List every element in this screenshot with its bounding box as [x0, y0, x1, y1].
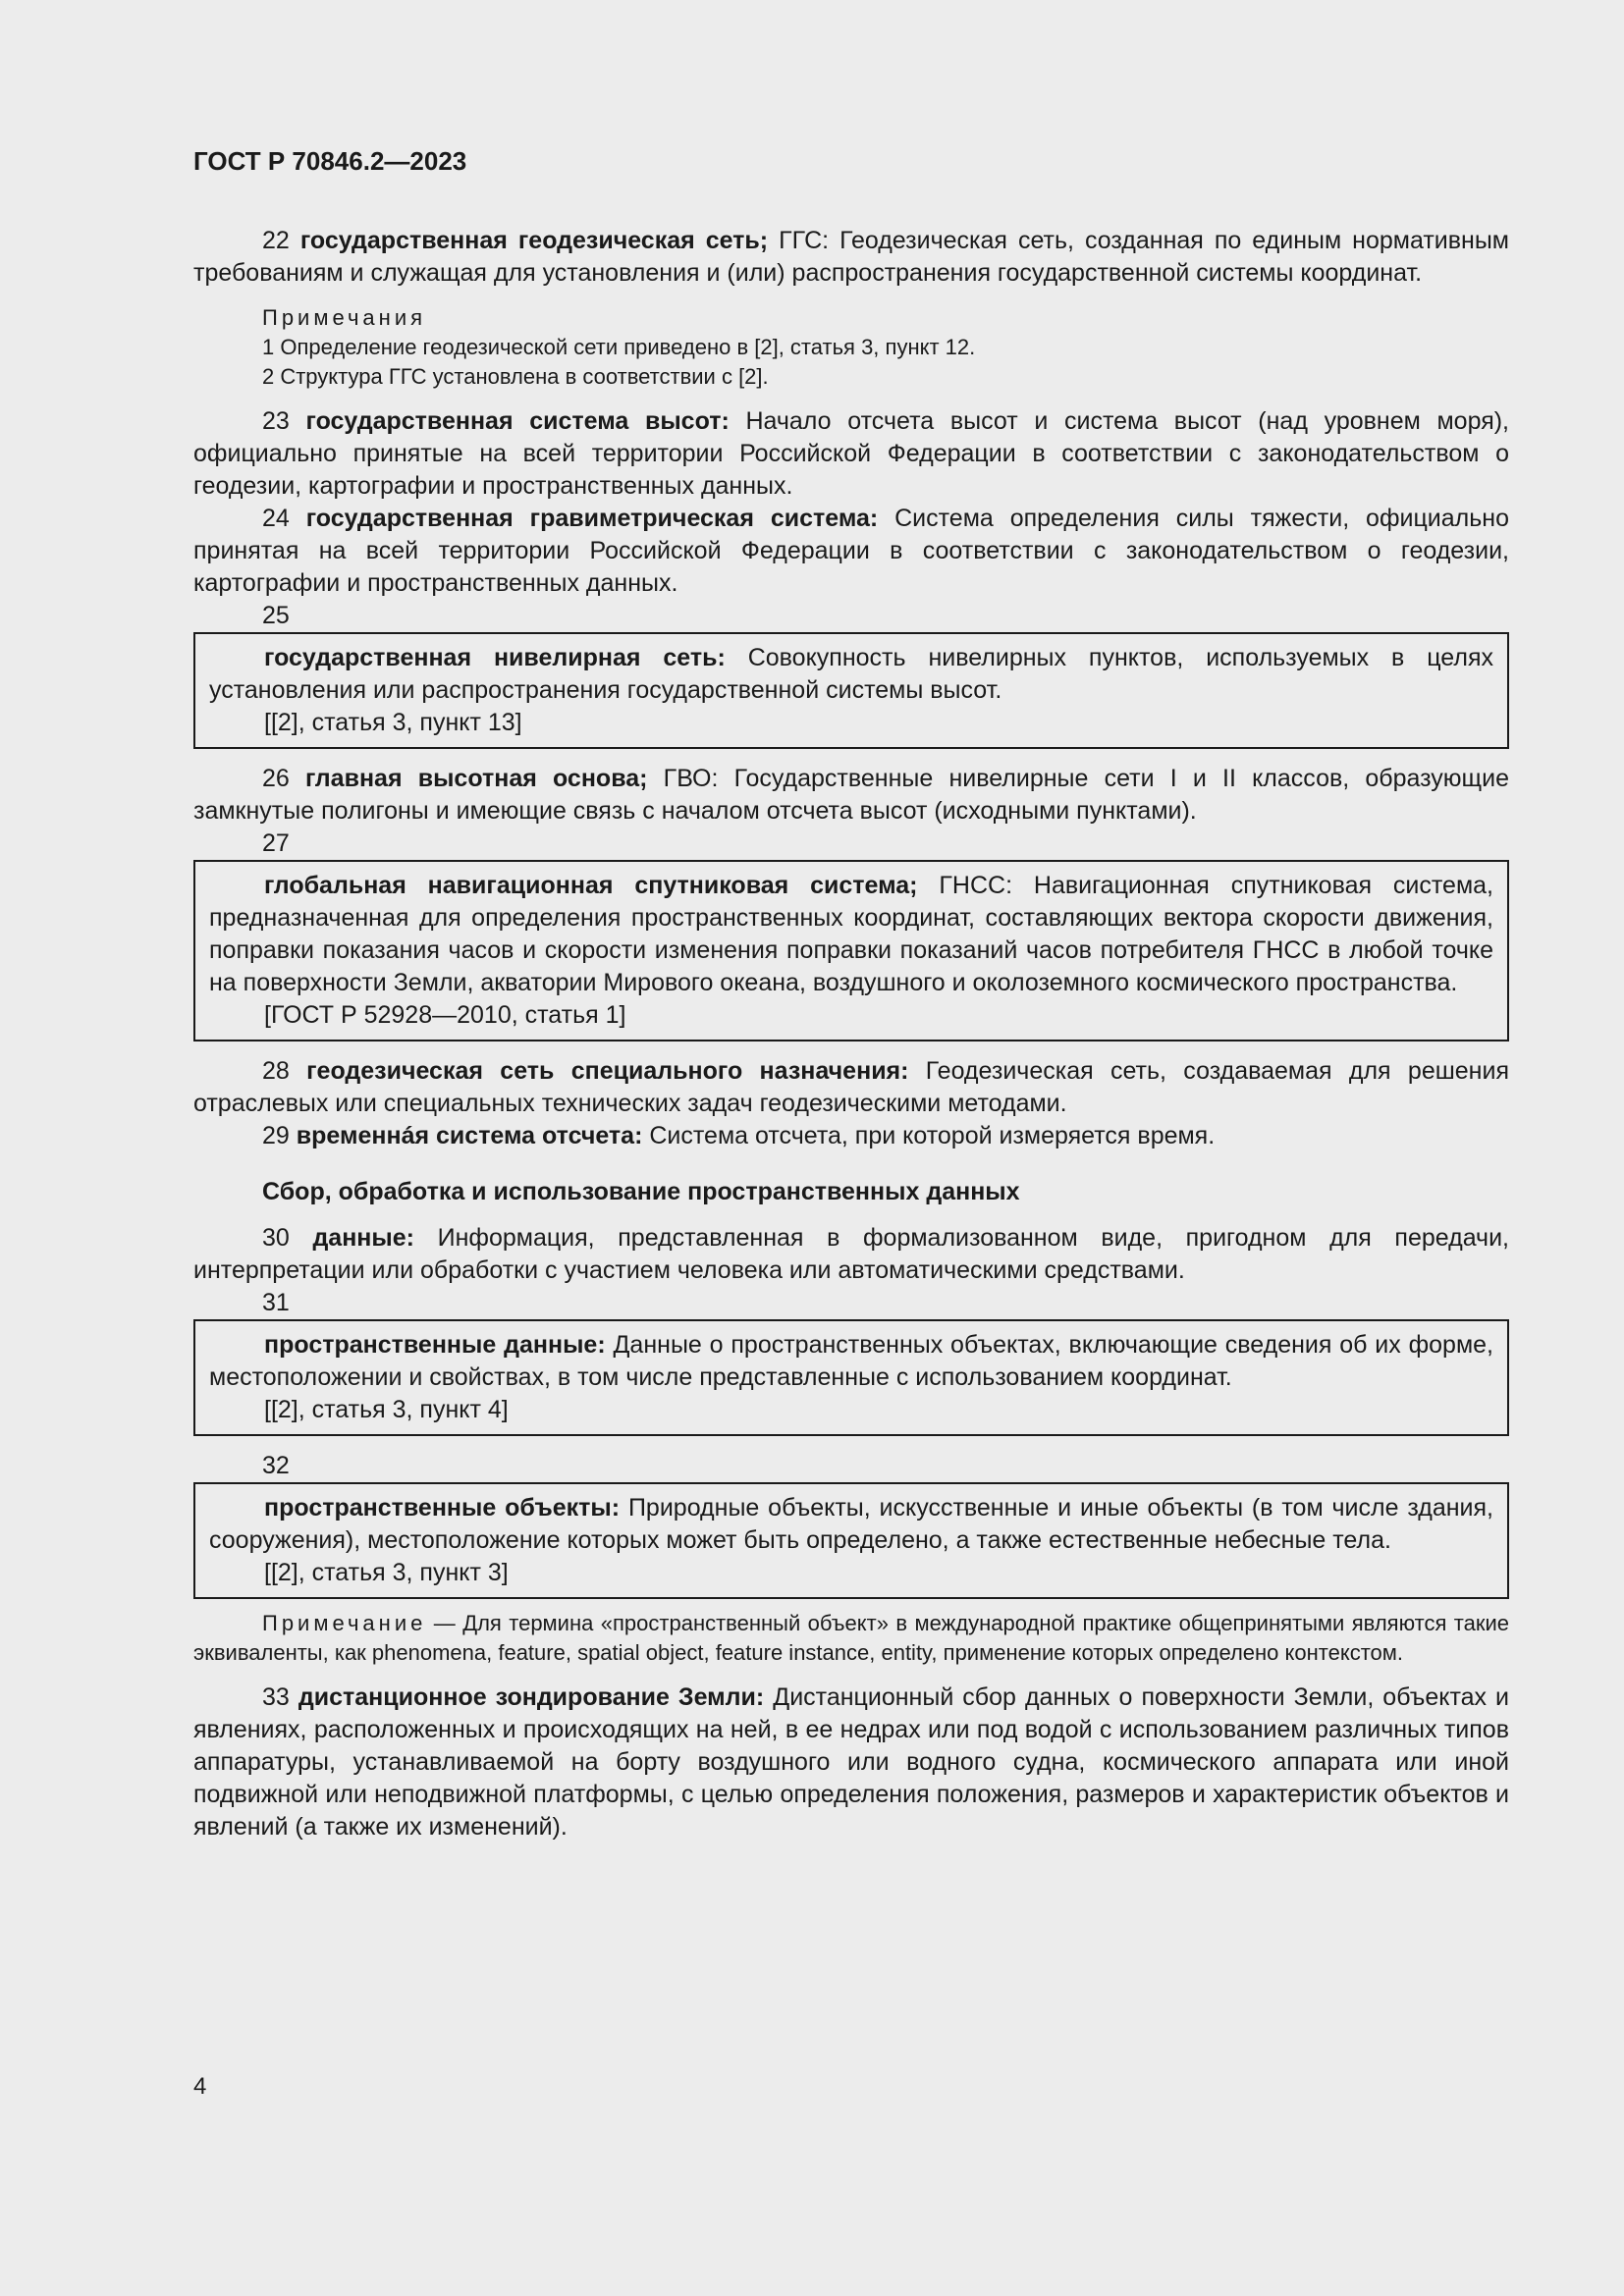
- entry-number: 28: [262, 1057, 290, 1085]
- term-definition: ГГС: Геодезическая сеть, созданная по единым нормативным требованиям и служащая для установления и (или) распространения государственной системы координат.: [193, 227, 1509, 287]
- term-definition: ГНСС: Навигационная спутниковая система, предназначенная для определения пространственных координат, составляющих вектора скорости движения, поправки показания часов и скорости изменения поправки показаний часов потребителя ГНСС в любой точке на поверхности Земли, акватории Мирового океана, воздушного и околоземного космического пространства.: [209, 872, 1493, 996]
- entry-number: 29: [262, 1122, 290, 1149]
- term-entry-28: [193, 1055, 1509, 1120]
- entry-number: 22: [262, 227, 290, 254]
- note-text: — Для термина «пространственный объект» в международной практике общепринятыми являются такие эквиваленты, как phenomena, feature, spatial object, feature instance, entity, применение которых определено контекстом.: [193, 1611, 1509, 1665]
- term-definition: Природные объекты, искусственные и иные объекты (в том числе здания, сооружения), местоположение которых может быть определено, а также естественные небесные тела.: [209, 1494, 1493, 1554]
- term-definition: Система определения силы тяжести, официально принятая на всей территории Российской Федерации в соответствии с законодательством о геодезии, картографии и пространственных данных.: [193, 505, 1509, 597]
- term-name: глобальная навигационная спутниковая система;: [264, 872, 918, 899]
- note-item: 1 Определение геодезической сети приведено в [2], статья 3, пункт 12.: [262, 335, 976, 359]
- term-definition: Информация, представленная в формализованном виде, пригодном для передачи, интерпретации или обработки с участием человека или автоматическими средствами.: [193, 1224, 1509, 1284]
- term-name: государственная геодезическая сеть;: [299, 227, 769, 254]
- term-entry-24: [193, 503, 1509, 600]
- document-page: [193, 145, 1509, 1843]
- term-entry-23: [193, 405, 1509, 503]
- entry-number-25: 25: [262, 602, 290, 629]
- boxed-term-text: [209, 1492, 1493, 1557]
- entry-number: 33: [262, 1683, 290, 1711]
- note-item: 2 Структура ГГС установлена в соответствии с [2].: [262, 364, 769, 389]
- term-definition: Начало отсчета высот и система высот (над уровнем моря), официально принятые на всей территории Российской Федерации в соответствии с законодательством о геодезии, картографии и пространственных данных.: [193, 407, 1510, 500]
- document-header: ГОСТ Р 70846.2—2023: [193, 146, 467, 176]
- entry-number-32: 32: [262, 1452, 290, 1479]
- boxed-term-text: [209, 642, 1493, 707]
- boxed-term-text: [209, 1329, 1493, 1394]
- boxed-term-text: [209, 870, 1493, 999]
- term-name: временнáя система отсчета:: [296, 1122, 643, 1149]
- boxed-term-25: [193, 632, 1509, 749]
- notes-label: Примечания: [262, 305, 427, 330]
- term-name: государственная система высот:: [305, 407, 730, 435]
- boxed-term-31: [193, 1319, 1509, 1436]
- term-name: данные:: [312, 1224, 414, 1252]
- term-source: [[2], статья 3, пункт 13]: [264, 709, 522, 736]
- term-definition: Дистанционный сбор данных о поверхности Земли, объектах и явлениях, расположенных и происходящих на ней, в ее недрах или под водой с использованием различных типов аппаратуры, устанавливаемой на борту воздушного или водного судна, космического аппарата или иной подвижной или неподвижной платформы, с целью определения положения, размеров и характеристик объектов и явлений (а также их изменений).: [193, 1683, 1510, 1841]
- term-name: пространственные данные:: [264, 1331, 606, 1359]
- entry-number-27: 27: [262, 829, 290, 857]
- entry-number: 26: [262, 765, 290, 792]
- term-entry-22: [193, 225, 1509, 290]
- term-source: [[2], статья 3, пункт 4]: [264, 1396, 509, 1423]
- term-name: государственная нивелирная сеть:: [264, 644, 726, 671]
- boxed-term-27: [193, 860, 1509, 1041]
- term-definition: Геодезическая сеть, создаваемая для решения отраслевых или специальных технических задач геодезическими методами.: [193, 1057, 1509, 1117]
- term-definition: Совокупность нивелирных пунктов, используемых в целях установления или распространения государственной системы высот.: [209, 644, 1493, 704]
- term-name: главная высотная основа;: [305, 765, 648, 792]
- term-source: [[2], статья 3, пункт 3]: [264, 1559, 509, 1586]
- term-entry-33: [193, 1682, 1509, 1843]
- section-heading: Сбор, обработка и использование пространственных данных: [262, 1178, 1020, 1205]
- entry-number: 23: [262, 407, 290, 435]
- term-entry-26: [193, 763, 1509, 828]
- term-entry-30: [193, 1222, 1509, 1287]
- term-source: [ГОСТ Р 52928—2010, статья 1]: [264, 1001, 626, 1029]
- term-definition: ГВО: Государственные нивелирные сети I и II классов, образующие замкнутые полигоны и имеющие связь с началом отсчета высот (исходными пунктами).: [193, 765, 1509, 825]
- term-name: пространственные объекты:: [264, 1494, 621, 1522]
- term-name: геодезическая сеть специального назначения:: [306, 1057, 909, 1085]
- entry-number: 30: [262, 1224, 290, 1252]
- note-label: Примечание: [262, 1611, 427, 1635]
- term-name: государственная гравиметрическая система:: [305, 505, 879, 532]
- boxed-term-32: [193, 1482, 1509, 1599]
- term-definition: Система отсчета, при которой измеряется время.: [642, 1122, 1216, 1149]
- note-32: [193, 1609, 1509, 1668]
- page-number: 4: [193, 2073, 207, 2100]
- term-entry-29: [193, 1120, 1509, 1152]
- entry-number: 24: [262, 505, 290, 532]
- term-definition: Данные о пространственных объектах, включающие сведения об их форме, местоположении и свойствах, в том числе представленные с использованием координат.: [209, 1331, 1494, 1391]
- notes-block-22: [262, 303, 1509, 392]
- entry-number-31: 31: [262, 1289, 290, 1316]
- term-name: дистанционное зондирование Земли:: [298, 1683, 765, 1711]
